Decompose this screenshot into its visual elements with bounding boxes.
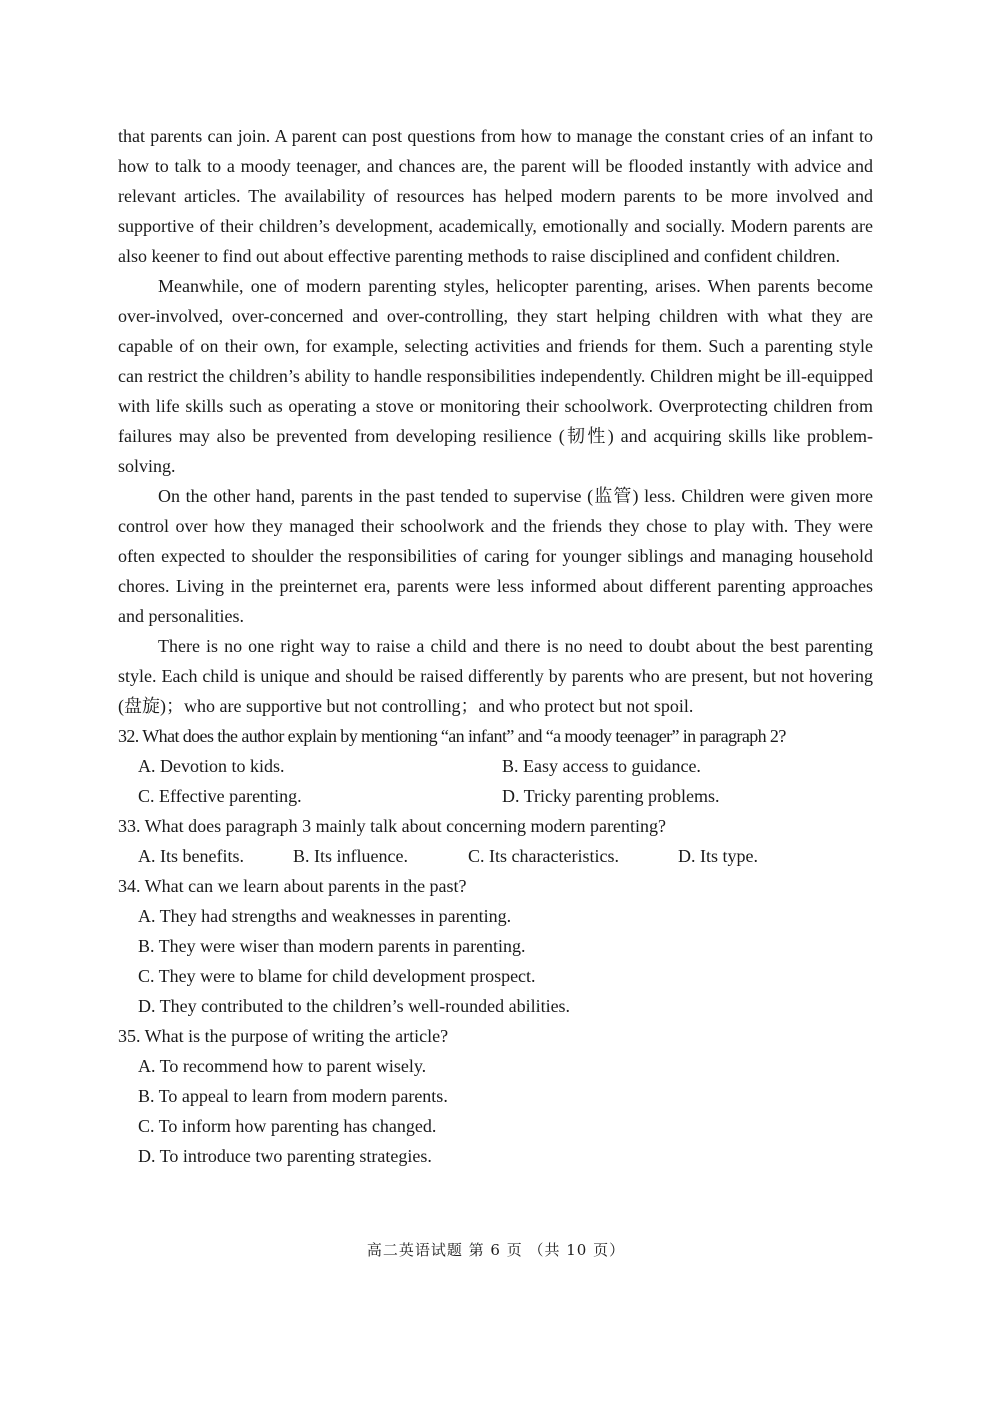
exam-content xyxy=(118,121,873,1171)
option-a: A. Its benefits. xyxy=(138,846,244,866)
option-b: B. Its influence. xyxy=(293,846,408,866)
option-c: C. They were to blame for child development prospect. xyxy=(138,966,536,986)
options-row xyxy=(118,841,873,871)
passage-paragraph: There is no one right way to raise a child and there is no need to doubt about the best parenting style. Each child is unique and should be raised differently by parents who are present, but not hovering (盘旋)；who are supportive but not controlling；and who protect but not spoil. xyxy=(118,636,873,716)
option-d: D. Tricky parenting problems. xyxy=(502,786,720,806)
option-a: A. To recommend how to parent wisely. xyxy=(138,1056,427,1076)
passage-paragraph: On the other hand, parents in the past tended to supervise (监管) less. Children were given more control over how they managed their schoolwork and the friends they chose to play with. They were often expected to shoulder the responsibilities of caring for younger siblings and managing household chores. Living in the preinternet era, parents were less informed about different parenting approaches and personalities. xyxy=(118,486,873,626)
question-stem: 32. What does the author explain by mentioning “an infant” and “a moody teenager” in paragraph 2? xyxy=(118,726,786,746)
question-32 xyxy=(118,721,873,811)
question-list xyxy=(118,721,873,1171)
option-b: B. They were wiser than modern parents in parenting. xyxy=(138,936,526,956)
passage-paragraph: that parents can join. A parent can post questions from how to manage the constant cries of an infant to how to talk to a moody teenager, and chances are, the parent will be flooded instantly with advice and relevant articles. The availability of resources has helped modern parents to be more involved and supportive of their children’s development, academically, emotionally and socially. Modern parents are also keener to find out about effective parenting methods to raise disciplined and confident children. xyxy=(118,126,873,266)
question-35 xyxy=(118,1021,873,1171)
option-b: B. To appeal to learn from modern parents. xyxy=(138,1086,448,1106)
question-stem: 33. What does paragraph 3 mainly talk about concerning modern parenting? xyxy=(118,816,666,836)
passage-paragraph: Meanwhile, one of modern parenting styles, helicopter parenting, arises. When parents become over-involved, over-concerned and over-controlling, they start helping children with what they are capable of on their own, for example, selecting activities and friends for them. Such a parenting style can restrict the children’s ability to handle responsibilities independently. Children might be ill-equipped with life skills such as operating a stove or monitoring their schoolwork. Overprotecting children from failures may also be prevented from developing resilience (韧性) and acquiring skills like problem-solving. xyxy=(118,276,873,476)
question-stem: 34. What can we learn about parents in the past? xyxy=(118,876,467,896)
option-c: C. To inform how parenting has changed. xyxy=(138,1116,437,1136)
option-b: B. Easy access to guidance. xyxy=(502,756,701,776)
option-d: D. They contributed to the children’s well-rounded abilities. xyxy=(138,996,571,1016)
options-row xyxy=(118,781,873,811)
question-34 xyxy=(118,871,873,1021)
option-c: C. Its characteristics. xyxy=(468,846,619,866)
option-c: C. Effective parenting. xyxy=(138,786,302,806)
option-d: D. Its type. xyxy=(678,846,758,866)
option-a: A. They had strengths and weaknesses in parenting. xyxy=(138,906,512,926)
option-a: A. Devotion to kids. xyxy=(138,756,285,776)
options-row xyxy=(118,751,873,781)
question-33 xyxy=(118,811,873,871)
page-footer: 高二英语试题 第 6 页 （共 10 页） xyxy=(366,1241,626,1259)
reading-passage xyxy=(118,121,873,721)
question-stem: 35. What is the purpose of writing the article? xyxy=(118,1026,449,1046)
option-d: D. To introduce two parenting strategies. xyxy=(138,1146,432,1166)
